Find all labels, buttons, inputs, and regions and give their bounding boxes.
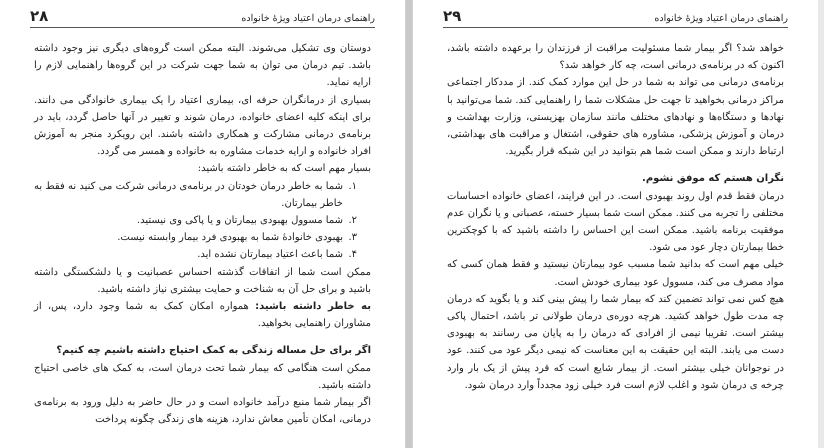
left-page-number: ۲۸ [30, 7, 49, 25]
paragraph: ممکن است شما از اتفاقات گذشته احساس عصبانیت و یا دلشکستگی داشته باشید و برای حل آن به شناخت و حمایت بیشتری نیاز داشته باشید. [34, 266, 371, 295]
right-page [412, 0, 818, 448]
paragraph: دوستان وی تشکیل می‌شوند. البته ممکن است گروه‌های دیگری نیز وجود داشته باشد. تیم درمان می توان به شما جهت شرکت در این گروه‌ها راهنمایی لازم را ارایه نماید. [34, 43, 371, 89]
paragraph: خیلی مهم است که بدانید شما مسبب عود بیمارتان نیستید و فقط همان کسی که مواد مصرف می کند، مسوول عود بیماری خودش است. [447, 259, 784, 288]
paragraph: بسیاری از درمانگران حرفه ای، بیماری اعتیاد را یک بیماری خانوادگی می دانند. برای اینکه کلیه اعضای خانواده، درمان شوند و تغییر در آنها حاصل گردد، باید در برنامه‌ی درمانی مشارکت و همکاری داشته باشند. این رویکرد منجر به آموزش افراد خانواده و ارایه خدمات مشاوره به خانواده و همسر می گردد. [34, 94, 371, 158]
right-page-body [447, 40, 784, 394]
paragraph: هیچ کس نمی تواند تضمین کند که بیمار شما را پیش بینی کند و یا بگوید که درمان چه مدت طول خواهد کشید. هرچه دوره‌ی درمان طولانی تر باشد، احتمال پاکی بیشتر است. تقریبا نیمی از افرادی که درمان را به پایان می رسانند به بهبودی دست می یابند. البته این حقیقت به این معناست که نیمی دیگر عود می کنند. عود در نوجوانان خیلی بیشتر است. از بیمار شایع است که قرد پیش از یک بار وارد چرخه ی درمان شود و اغلب لازم است فرد خیلی زود مجدداً وارد درمان شود. [447, 293, 784, 391]
paragraph: درمان فقط قدم اول روند بهبودی است. در این فرایند، اعضای خانواده احساسات مختلفی را تجربه می کنند. ممکن است شما بسیار خسته، عصبانی و یا نگران عدم موفقیت برنامه باشید. ممکن است این احساس را داشته باشید که با کوچکترین خطا بیمارتان دچار عود می شود. [447, 190, 784, 254]
right-page-number: ۲۹ [443, 7, 462, 25]
left-running-title: راهنمای درمان اعتیاد ویژهٔ خانواده [241, 13, 375, 24]
list-item: ۱. شما به خاطر درمان خودتان در برنامه‌ی درمانی شرکت می کنید نه فقط به خاطر بیمارتان. [34, 180, 357, 209]
right-page-header [443, 6, 788, 28]
paragraph: اگر بیمار شما منبع درآمد خانواده است و در حال حاضر به دلیل ورود به برنامه‌ی درمانی، امکان تأمین معاش ندارد، هزینه های زندگی چگونه پرداخت [34, 397, 371, 426]
paragraph: برنامه‌ی درمانی می تواند به شما در حل این موارد کمک کند. از مددکار اجتماعی مراکز درمانی بخواهید تا جهت حل مشکلات شما را راهنمایی کند. شما می‌توانید با نهادها و دستگاه‌ها و نهادهای مختلف مانند سازمان بهزیستی، وزارت بهداشت و درمان و آموزش پزشکی، مشاوره های حقوقی، اشتغال و مراقبت های بهداشتی، ارتباط دارند و ممکن است شما هم بتوانید در این شبکه قرار بگیرید. [447, 77, 784, 158]
list-item: ۳. بهبودی خانوادهٔ شما به بهبودی فرد بیمار وابسته نیست. [117, 232, 357, 244]
reminder-list [34, 178, 371, 264]
right-running-title: راهنمای درمان اعتیاد ویژهٔ خانواده [654, 13, 788, 24]
list-item: ۴. شما باعث اعتیاد بیمارتان نشده اید. [197, 249, 357, 261]
left-page-header [30, 6, 375, 28]
section-heading: نگران هستم که موفق نشوم. [642, 173, 784, 185]
left-page-body [34, 40, 371, 428]
list-intro: بسیار مهم است که به خاطر داشته باشید: [197, 163, 371, 175]
paragraph: ممکن است هنگامی که بیمار شما تحت درمان است، به کمک های خاصی احتیاج داشته باشید. [34, 362, 371, 391]
paragraph: خواهد شد؟ اگر بیمار شما مسئولیت مراقبت از فرزندان را برعهده داشته باشد، اکنون که در برنامه‌ی درمانی است، چه کار خواهد شد؟ [447, 43, 784, 72]
remember-label: به خاطر داشته باشید: [255, 301, 371, 313]
list-item: ۲. شما مسوول بهبودی بیمارتان و یا پاکی وی نیستید. [136, 215, 357, 227]
remember-note [34, 298, 371, 332]
remember-text: همواره امکان کمک به شما وجود دارد، پس، از مشاوران راهنمایی بخواهید. [34, 301, 371, 330]
section-heading: اگر برای حل مساله زندگی به کمک احتیاج داشته باشیم چه کنیم؟ [56, 345, 371, 357]
left-page [0, 0, 406, 448]
